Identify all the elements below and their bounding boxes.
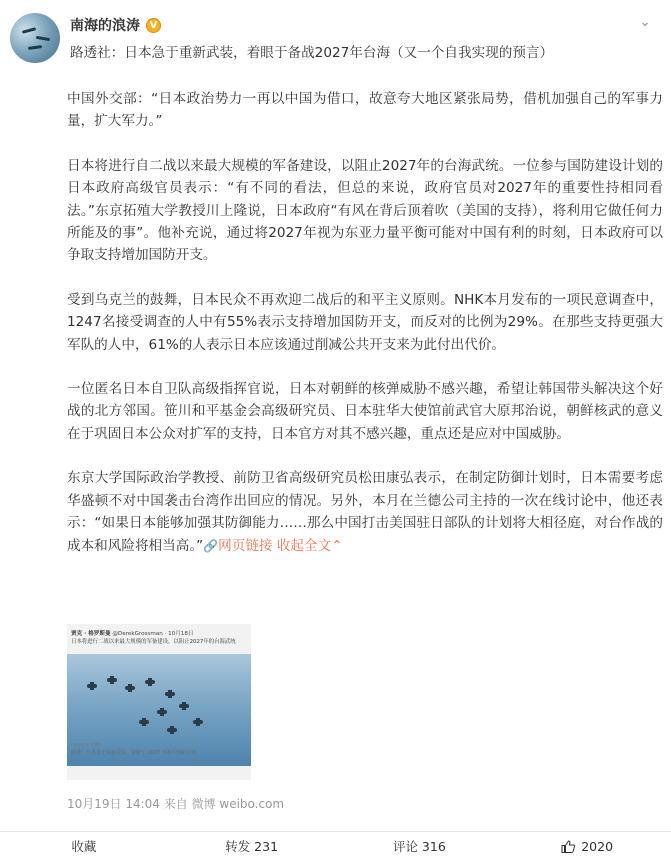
collapse-label: 收起全文	[276, 537, 332, 554]
jet-shape	[179, 704, 189, 708]
paragraph: 一位匿名日本自卫队高级指挥官说，日本对朝鲜的核弹威胁不感兴趣，希望让韩国带头解决这个好战的北方邻国。笹川和平基金会高级研究员、日本驻华大使馆前武官大原邦治说，朝鲜核武的意义在于巩固日本公众对扩军的支持，日本官方对其不感兴趣，重点还是应对中国威胁。	[67, 381, 663, 442]
web-link[interactable]	[203, 538, 272, 554]
link-icon: 🔗	[203, 538, 219, 553]
like-count: 2020	[581, 838, 614, 854]
paragraph-text: 东京大学国际政治学教授、前防卫省高级研究员松田康弘表示，在制定防御计划时，日本需要考虑华盛顿不对中国袭击台湾作出回应的情况。另外，本月在兰德公司主持的一次在线讨论中，他还表示：“如果日本能够加强其防御能力……那么中国打击美国驻日部队的计划将大相径庭，对台作战的成本和风险将相当高。”	[67, 470, 663, 554]
jet-shape	[139, 720, 149, 724]
jet-shape	[107, 678, 117, 682]
author-row	[70, 15, 161, 35]
jet-shape	[125, 686, 135, 690]
post-headline: 路透社：日本急于重新武装，着眼于备战2027年台海（又一个自我实现的预言）	[70, 45, 554, 61]
collapse-button[interactable]	[277, 538, 343, 554]
chevron-up-icon: ⌃	[331, 537, 343, 554]
favorite-button[interactable]	[0, 832, 168, 860]
jet-shape	[145, 680, 155, 684]
repost-label: 转发 231	[225, 839, 279, 854]
avatar[interactable]	[10, 13, 60, 63]
bird-shape	[36, 36, 50, 41]
post-meta: 10月19日 14:04 来自 微博 weibo.com	[67, 797, 285, 811]
card-header	[71, 629, 194, 637]
author-name[interactable]: 南海的浪涛	[70, 18, 140, 34]
repost-button[interactable]	[168, 832, 336, 860]
jet-shape	[157, 710, 167, 714]
chevron-down-icon[interactable]: ⌄	[639, 14, 651, 30]
verified-badge-icon: V	[146, 18, 161, 33]
embedded-image-card[interactable]	[67, 624, 251, 780]
bird-shape	[28, 45, 42, 50]
like-button[interactable]	[503, 832, 671, 860]
comment-button[interactable]	[336, 832, 504, 860]
post-body	[67, 88, 663, 557]
paragraph-last	[67, 467, 663, 557]
jet-shape	[87, 684, 97, 688]
card-source: reuters.com	[71, 742, 102, 748]
card-title: 日本将进行二战以来最大规模的军备建设，以阻止2027年的台海武统	[71, 639, 236, 645]
jet-shape	[193, 720, 203, 724]
card-handle: @DerekGrossman · 10月18日	[112, 631, 194, 637]
card-subtitle: 路透：日本急于重新武装，着眼于 2027 年和中国的台海	[71, 750, 197, 756]
action-bar	[0, 832, 671, 860]
jet-shape	[165, 692, 175, 696]
paragraph: 中国外交部：“日本政治势力一再以中国为借口，故意夸大地区紧张局势，借机加强自己的军事力量，扩大军力。”	[67, 91, 663, 130]
thumbs-up-icon	[561, 840, 575, 853]
card-author: 贾克 · 格罗斯曼	[71, 631, 111, 637]
paragraph: 日本将进行自二战以来最大规模的军备建设，以阻止2027年的台海武统。一位参与国防建设计划的日本政府高级官员表示：“有不同的看法，但总的来说，政府官员对2027年的重要性持相同看法。”东京拓殖大学教授川上隆说，日本政府“有风在背后顶着吹（美国的支持），将利用它做任何力所能及的事”。他补充说，通过将2027年视为东亚力量平衡可能对中国有利的时刻，日本政府可以争取支持增加国防开支。	[67, 157, 663, 264]
bird-shape	[22, 27, 36, 34]
paragraph: 受到乌克兰的鼓舞，日本民众不再欢迎二战后的和平主义原则。NHK本月发布的一项民意调查中，1247名接受调查的人中有55%表示支持增加国防开支，而反对的比例为29%。在那些支持更强大军队的人中，61%的人表示日本应该通过削减公共开支来为此付出代价。	[67, 291, 663, 353]
favorite-label: 收藏	[71, 839, 97, 854]
jet-shape	[167, 728, 177, 732]
comment-label: 评论 316	[392, 839, 446, 854]
post-header	[0, 0, 671, 74]
web-link-label: 网页链接	[218, 537, 273, 554]
